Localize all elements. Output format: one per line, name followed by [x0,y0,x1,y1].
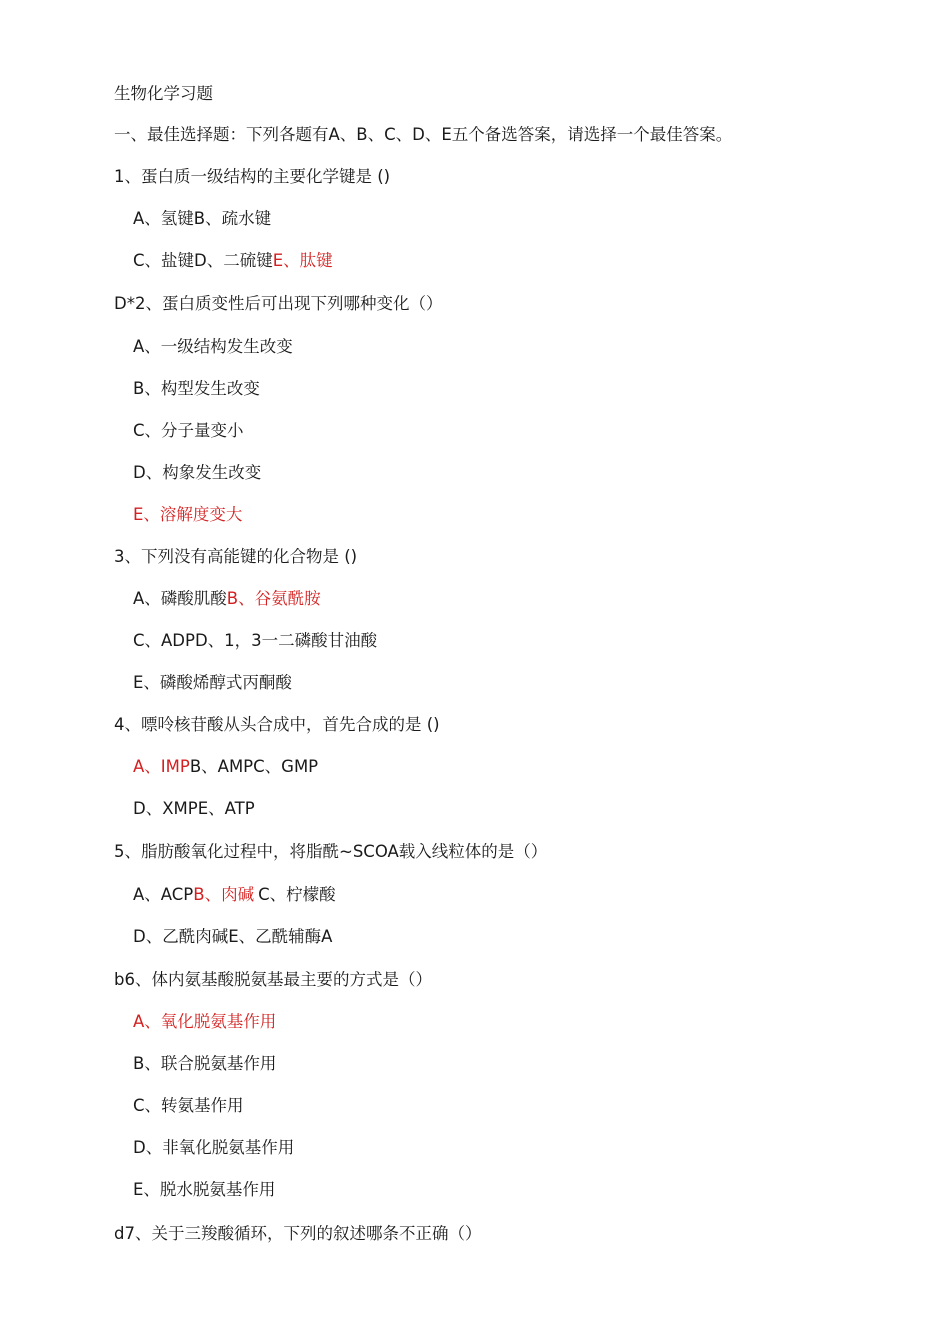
question-7-stem: d7、关于三羧酸循环，下列的叙述哪条不正确（） [114,1224,482,1243]
question-1-options-cd: C、盐键D、二硫键 [133,251,273,270]
question-6-option-c: C、转氨基作用 [133,1096,244,1115]
question-3-options-ab [133,588,321,610]
question-3-option-a: A、磷酸肌酸 [133,589,227,608]
question-5-option-c: C、柠檬酸 [258,885,336,904]
section-heading: 一、最佳选择题：下列各题有A、B、C、D、E五个备选答案，请选择一个最佳答案。 [114,125,733,144]
question-3-options-cd: C、ADPD、1，3一二磷酸甘油酸 [133,631,378,650]
question-1-options-cde [133,250,333,272]
question-2-option-c: C、分子量变小 [133,421,244,440]
question-6-answer-a: A、氧化脱氨基作用 [133,1012,277,1031]
question-6-stem: b6、体内氨基酸脱氨基最主要的方式是（） [114,970,432,989]
question-2-option-a: A、一级结构发生改变 [133,337,293,356]
question-5-options-de: D、乙酰肉碱E、乙酰辅酶A [133,927,333,946]
question-2-answer-e: E、溶解度变大 [133,505,243,524]
question-4-options-abc [133,756,318,778]
question-4-stem: 4、嘌呤核苷酸从头合成中，首先合成的是 () [114,715,440,734]
question-2-option-b: B、构型发生改变 [133,379,260,398]
question-6-option-e: E、脱水脱氨基作用 [133,1180,276,1199]
question-2-option-d: D、构象发生改变 [133,463,262,482]
question-1-options-ab: A、氢键B、疏水键 [133,209,272,228]
question-3-stem: 3、下列没有高能键的化合物是 () [114,547,358,566]
question-3-answer-b: B、谷氨酰胺 [226,589,321,608]
question-2-stem: D*2、蛋白质变性后可出现下列哪种变化（） [114,294,443,313]
question-5-stem: 5、脂肪酸氧化过程中，将脂酰~SCOA载入线粒体的是（） [114,842,548,861]
question-4-options-bc: B、AMPC、GMP [189,757,319,776]
question-1-stem: 1、蛋白质一级结构的主要化学键是 () [114,167,391,186]
question-1-answer-e: E、肽键 [272,251,333,270]
question-5-options-abc [133,884,336,906]
question-6-option-d: D、非氧化脱氨基作用 [133,1138,295,1157]
question-4-answer-a: A、IMP [133,757,190,776]
doc-title: 生物化学习题 [114,84,213,103]
question-3-option-e: E、磷酸烯醇式丙酮酸 [133,673,292,692]
question-6-option-b: B、联合脱氨基作用 [133,1054,277,1073]
question-4-options-de: D、XMPE、ATP [133,799,255,818]
question-5-answer-b: B、肉碱 [193,885,255,904]
question-5-option-a: A、ACP [133,885,194,904]
